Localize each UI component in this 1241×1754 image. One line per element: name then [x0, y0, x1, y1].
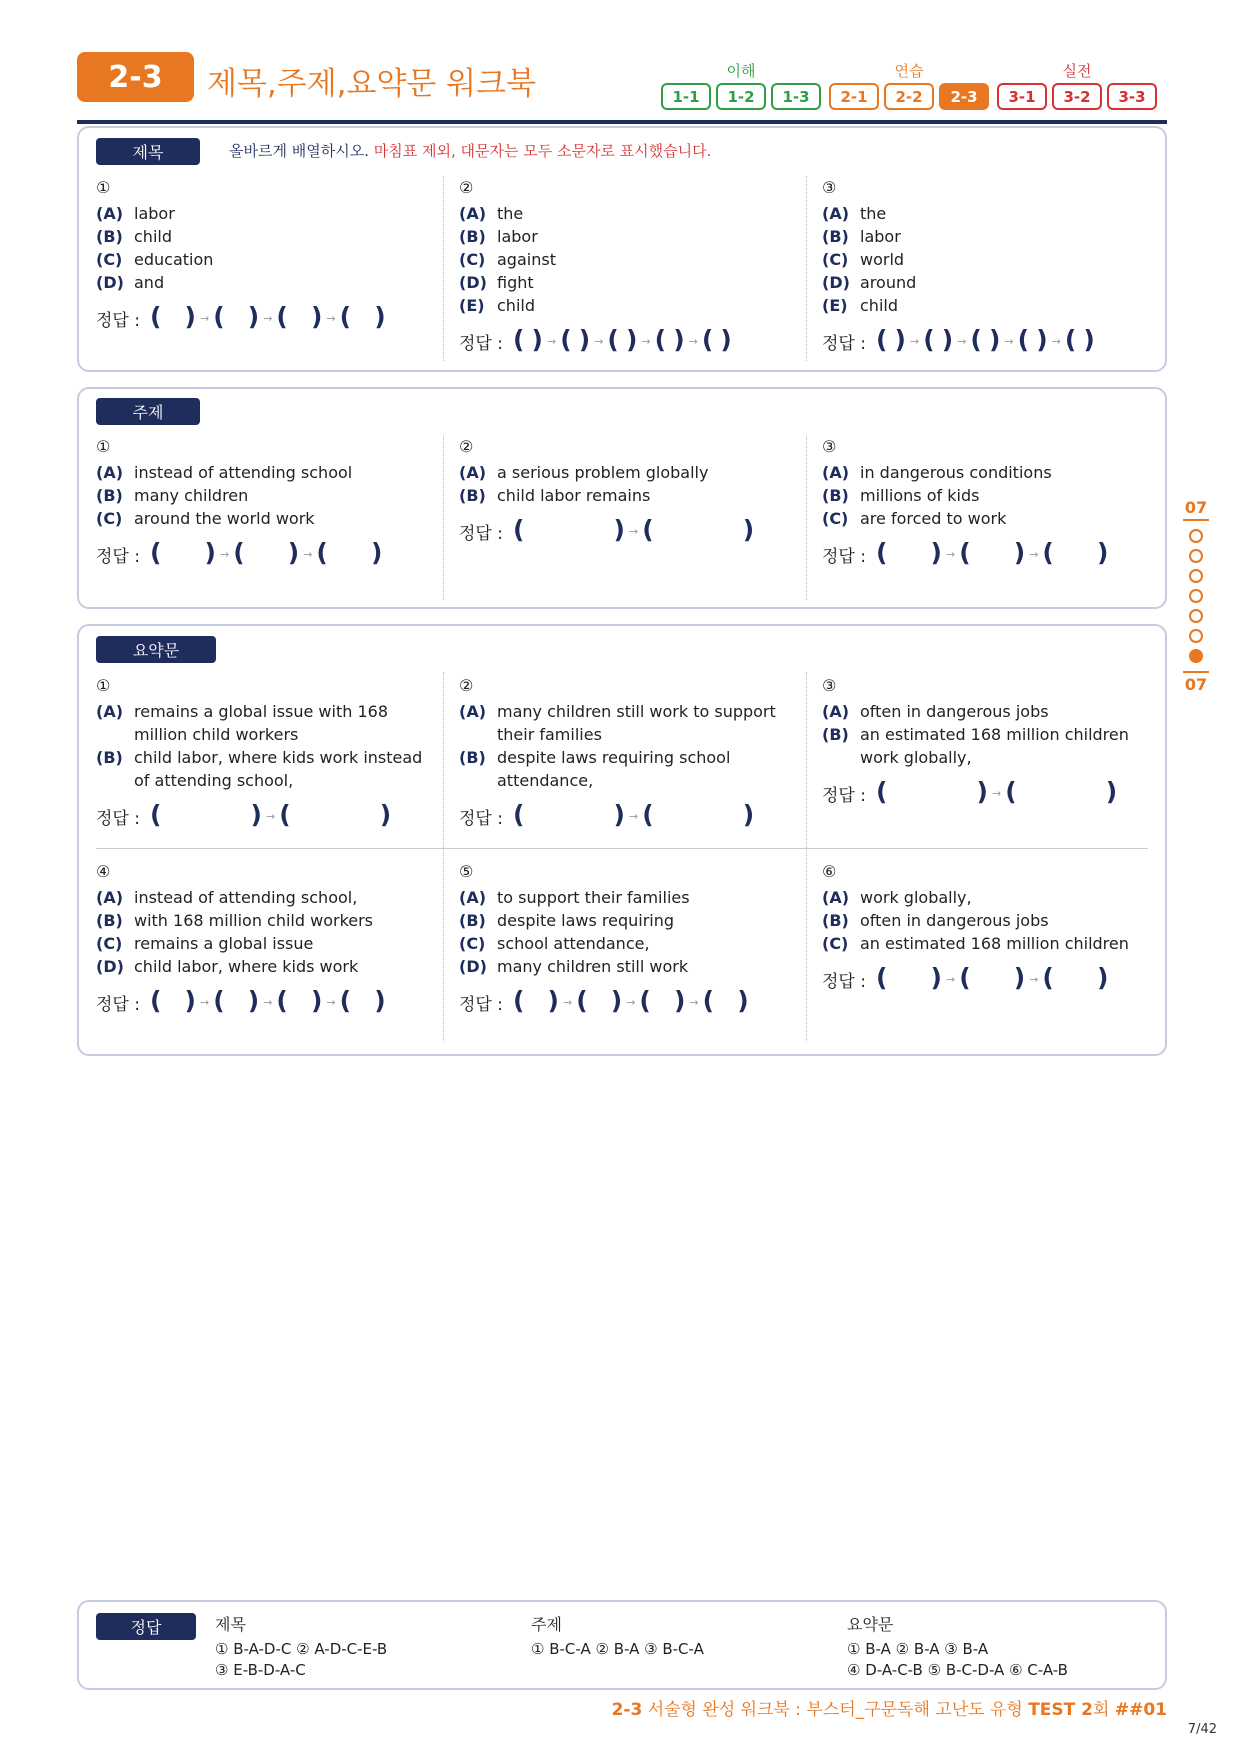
nav-button-2-2[interactable]: 2-2: [884, 83, 934, 110]
option: (A) instead of attending school,: [96, 888, 358, 907]
answer-key-line: ① B-C-A ② B-A ③ B-C-A: [531, 1640, 704, 1658]
answer-row: 정답 : ( ) → ( ) → ( ) → ( ): [459, 986, 749, 1015]
question-summary-2: [459, 676, 789, 832]
answer-slot[interactable]: ( ): [701, 325, 732, 354]
answer-slot[interactable]: ( ): [642, 515, 755, 544]
instruction: [229, 140, 711, 161]
nav-button-3-3[interactable]: 3-3: [1107, 83, 1157, 110]
nav-button-2-1[interactable]: 2-1: [829, 83, 879, 110]
option: (B) often in dangerous jobs: [822, 911, 1049, 930]
question-title-2: [459, 178, 789, 357]
answer-row: 정답 : ( ) → ( ) → ( ) → ( ) → ( ): [459, 325, 732, 354]
answer-slot[interactable]: ( ): [702, 986, 749, 1015]
option: (C) education: [96, 250, 214, 269]
column-divider: [443, 176, 444, 361]
page-dot[interactable]: [1189, 589, 1203, 603]
answer-slot[interactable]: ( ): [875, 325, 906, 354]
summary-panel: [77, 624, 1167, 1056]
answer-slot[interactable]: ( ): [213, 302, 260, 331]
question-topic-3: [822, 437, 1152, 570]
answer-label: 정답 :: [96, 994, 140, 1015]
option: (B) with 168 million child workers: [96, 911, 374, 930]
option: (D) around: [822, 273, 917, 292]
answer-slot[interactable]: ( ): [639, 986, 686, 1015]
option: (B) labor: [822, 227, 901, 246]
question-title-1: [96, 178, 426, 334]
option: (D) many children still work: [459, 957, 689, 976]
option: (A) labor: [96, 204, 175, 223]
question-number: ⑥: [822, 862, 837, 881]
answer-label: 정답 :: [459, 808, 503, 829]
question-number: ②: [459, 178, 474, 197]
answer-row: 정답 : ( ) → ( ) → ( ): [822, 538, 1109, 567]
answer-slot[interactable]: ( ): [1042, 963, 1109, 992]
option: (D) and: [96, 273, 165, 292]
footer-code: 2-3: [611, 1700, 643, 1720]
option: (E) child: [459, 296, 535, 315]
question-number: ①: [96, 437, 111, 456]
option: (C) school attendance,: [459, 934, 650, 953]
question-topic-2: [459, 437, 789, 547]
question-number: ②: [459, 676, 474, 695]
option: (C) world: [822, 250, 905, 269]
answer-key-line: ④ D-A-C-B ⑤ B-C-D-A ⑥ C-A-B: [847, 1661, 1068, 1679]
answer-slot[interactable]: ( ): [576, 986, 623, 1015]
option: (A) the: [822, 204, 887, 223]
answer-slot[interactable]: ( ): [875, 963, 942, 992]
question-title-3: [822, 178, 1152, 357]
question-number: ③: [822, 178, 837, 197]
answer-label: 정답 :: [459, 333, 503, 354]
answer-slot[interactable]: ( ): [149, 986, 196, 1015]
footer: [612, 1695, 1167, 1720]
unit-badge: 2-3: [77, 52, 194, 102]
answer-slot[interactable]: ( ): [316, 538, 383, 567]
answer-key-summary: [847, 1612, 1068, 1681]
question-number: ②: [459, 437, 474, 456]
section-tag: 요약문: [96, 636, 216, 663]
option: (B) child labor, where kids work instead of attending school,: [96, 748, 423, 790]
answer-label: 정답 :: [96, 310, 140, 331]
option: (B) despite laws requiring school attendance,: [459, 748, 731, 790]
nav-group-label: 연습: [894, 62, 924, 80]
side-dots: [1183, 529, 1209, 663]
page-dot[interactable]: [1189, 529, 1203, 543]
section-tag: 제목: [96, 138, 200, 165]
option: (A) to support their families: [459, 888, 690, 907]
answer-row: 정답 : ( ) → ( ): [459, 800, 755, 829]
column-divider: [443, 435, 444, 600]
option: (B) an estimated 168 million children work globally,: [822, 725, 1129, 767]
answer-slot[interactable]: ( ): [654, 325, 685, 354]
question-topic-1: [96, 437, 426, 570]
answer-row: 정답 : ( ) → ( ) → ( ) → ( ): [96, 986, 386, 1015]
nav-group-practice: [829, 60, 989, 110]
answer-slot[interactable]: ( ): [607, 325, 638, 354]
answer-slot[interactable]: ( ): [642, 800, 755, 829]
answer-slot[interactable]: ( ): [970, 325, 1001, 354]
option: (B) child: [96, 227, 172, 246]
question-number: ①: [96, 178, 111, 197]
option: (C) against: [459, 250, 556, 269]
footer-round: 회: [1093, 1700, 1110, 1720]
answer-slot[interactable]: ( ): [512, 800, 625, 829]
option: (B) child labor remains: [459, 486, 651, 505]
page-number: 7/42: [1187, 1722, 1217, 1737]
column-divider: [806, 435, 807, 600]
answer-label: 정답 :: [459, 523, 503, 544]
page-title: 제목,주제,요약문 워크북: [207, 66, 537, 102]
answer-slot[interactable]: ( ): [560, 325, 591, 354]
answer-slot[interactable]: ( ): [276, 986, 323, 1015]
header-rule: [77, 120, 1167, 124]
option: (A) in dangerous conditions: [822, 463, 1052, 482]
option: (A) work globally,: [822, 888, 972, 907]
question-summary-3: [822, 676, 1152, 809]
question-summary-5: [459, 862, 789, 1018]
page-dot[interactable]: [1189, 629, 1203, 643]
column-divider: [443, 672, 444, 1042]
nav-group-label: 실전: [1062, 62, 1092, 80]
option: (C) an estimated 168 million children: [822, 934, 1129, 953]
column-divider: [806, 176, 807, 361]
option: (D) child labor, where kids work: [96, 957, 359, 976]
answer-label: 정답 :: [822, 333, 866, 354]
answer-slot[interactable]: ( ): [233, 538, 300, 567]
answer-slot[interactable]: ( ): [339, 302, 386, 331]
nav-button-1-3[interactable]: 1-3: [771, 83, 821, 110]
answer-key-topic: [531, 1612, 704, 1660]
answer-slot[interactable]: ( ): [213, 986, 260, 1015]
question-summary-4: [96, 862, 426, 1018]
option: (B) millions of kids: [822, 486, 980, 505]
answer-slot[interactable]: ( ): [149, 302, 196, 331]
answer-slot[interactable]: ( ): [512, 986, 559, 1015]
page-dot[interactable]: [1189, 609, 1203, 623]
answer-slot[interactable]: ( ): [1064, 325, 1095, 354]
question-number: ①: [96, 676, 111, 695]
answer-key-heading: 제목: [215, 1615, 246, 1634]
nav-group-understanding: [661, 60, 821, 110]
answer-label: 정답 :: [96, 808, 140, 829]
question-number: ③: [822, 676, 837, 695]
answer-key-line: ③ E-B-D-A-C: [215, 1661, 306, 1679]
option: (D) fight: [459, 273, 534, 292]
answer-slot[interactable]: ( ): [1042, 538, 1109, 567]
nav-button-3-1[interactable]: 3-1: [997, 83, 1047, 110]
nav-button-3-2[interactable]: 3-2: [1052, 83, 1102, 110]
answer-slot[interactable]: ( ): [959, 963, 1026, 992]
page-dot[interactable]: [1189, 549, 1203, 563]
answer-key-heading: 주제: [531, 1615, 562, 1634]
answer-slot[interactable]: ( ): [512, 325, 543, 354]
column-divider: [806, 672, 807, 1042]
option: (C) are forced to work: [822, 509, 1007, 528]
option: (A) a serious problem globally: [459, 463, 709, 482]
answer-slot[interactable]: ( ): [1005, 777, 1118, 806]
option: (A) remains a global issue with 168 million child workers: [96, 702, 388, 744]
answer-slot[interactable]: ( ): [1017, 325, 1048, 354]
answer-label: 정답 :: [822, 785, 866, 806]
option: (A) the: [459, 204, 524, 223]
option: (E) child: [822, 296, 898, 315]
answer-row: 정답 : ( ) → ( ): [96, 800, 392, 829]
section-tag: 주제: [96, 398, 200, 425]
answer-row: 정답 : ( ) → ( ) → ( ) → ( ): [96, 302, 386, 331]
answer-label: 정답 :: [96, 546, 140, 567]
nav-group-label: 이해: [726, 62, 756, 80]
nav-button-1-2[interactable]: 1-2: [716, 83, 766, 110]
answer-slot[interactable]: ( ): [149, 800, 262, 829]
question-number: ③: [822, 437, 837, 456]
question-summary-1: [96, 676, 426, 832]
page-dot-active[interactable]: [1189, 649, 1203, 663]
answer-key-line: ① B-A ② B-A ③ B-A: [847, 1640, 989, 1658]
answer-row: 정답 : ( ) → ( ) → ( ): [822, 963, 1109, 992]
answer-slot[interactable]: ( ): [279, 800, 392, 829]
footer-text: 서술형 완성 워크북 : 부스터_구문독해 고난도 유형: [647, 1700, 1023, 1720]
answer-slot[interactable]: ( ): [923, 325, 954, 354]
option: (A) many children still work to support their families: [459, 702, 776, 744]
question-number: ⑤: [459, 862, 474, 881]
answer-slot[interactable]: ( ): [339, 986, 386, 1015]
answer-row: 정답 : ( ) → ( ) → ( ): [96, 538, 383, 567]
option: (A) instead of attending school: [96, 463, 353, 482]
option: (B) labor: [459, 227, 538, 246]
answer-slot[interactable]: ( ): [149, 538, 216, 567]
instruction-note: 마침표 제외, 대문자는 모두 소문자로 표시했습니다.: [373, 142, 712, 160]
footer-id: ##01: [1114, 1700, 1167, 1720]
question-summary-6: [822, 862, 1152, 995]
topic-panel: [77, 387, 1167, 609]
answer-key-line: ① B-A-D-C ② A-D-C-E-B: [215, 1640, 388, 1658]
answer-row: 정답 : ( ) → ( ): [459, 515, 755, 544]
side-page-number-top: 07: [1183, 498, 1209, 521]
answer-label: 정답 :: [822, 546, 866, 567]
answer-key-title: [215, 1612, 387, 1681]
title-panel: [77, 126, 1167, 372]
answer-key-panel: [77, 1600, 1167, 1690]
answer-row: 정답 : ( ) → ( ): [822, 777, 1118, 806]
option: (A) often in dangerous jobs: [822, 702, 1049, 721]
answer-row: 정답 : ( ) → ( ) → ( ) → ( ) → ( ): [822, 325, 1095, 354]
answer-slot[interactable]: ( ): [512, 515, 625, 544]
answer-slot[interactable]: ( ): [276, 302, 323, 331]
question-number: ④: [96, 862, 111, 881]
nav-button-2-3-active[interactable]: 2-3: [939, 83, 989, 110]
option: (B) despite laws requiring: [459, 911, 675, 930]
page-dot[interactable]: [1189, 569, 1203, 583]
page-header: [77, 52, 1167, 124]
answer-slot[interactable]: ( ): [875, 538, 942, 567]
option: (C) remains a global issue: [96, 934, 314, 953]
footer-test: TEST 2: [1028, 1700, 1093, 1720]
answer-label: 정답 :: [822, 971, 866, 992]
instruction-main: 올바르게 배열하시오.: [229, 142, 369, 160]
answer-key-heading: 요약문: [847, 1615, 894, 1634]
answer-slot[interactable]: ( ): [875, 777, 988, 806]
side-page-nav: [1183, 498, 1209, 694]
row-divider: [96, 848, 1148, 849]
nav-button-1-1[interactable]: 1-1: [661, 83, 711, 110]
answer-label: 정답 :: [459, 994, 503, 1015]
option: (B) many children: [96, 486, 249, 505]
option: (C) around the world work: [96, 509, 315, 528]
answer-key-tag: 정답: [96, 1613, 196, 1640]
nav-group-real: [997, 60, 1157, 110]
answer-slot[interactable]: ( ): [959, 538, 1026, 567]
side-page-number-bottom: 07: [1183, 671, 1209, 694]
